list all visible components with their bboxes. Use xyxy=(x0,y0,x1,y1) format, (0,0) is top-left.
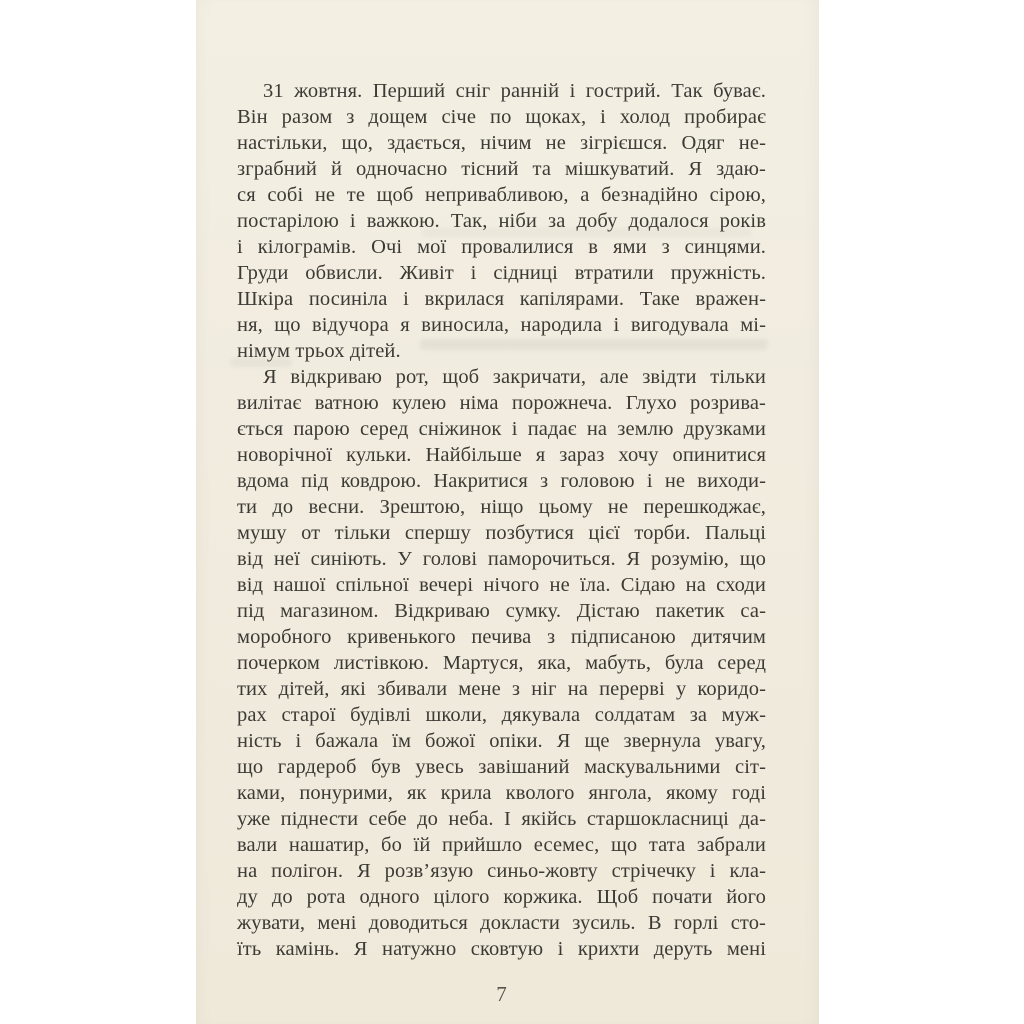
text-line: ність і бажала їм божої опіки. Я ще звернула увагу, xyxy=(237,730,766,752)
text-line: Груди обвисли. Живіт і сідниці втратили пружність. xyxy=(237,262,766,284)
text-line: мушу от тільки спершу позбутися цієї торби. Пальці xyxy=(237,522,766,544)
text-line: Я відкриваю рот, щоб закричати, але звідти тільки xyxy=(263,366,766,388)
text-line: ється парою серед сніжинок і падає на землю друзками xyxy=(237,418,766,440)
text-block xyxy=(237,78,766,962)
book-page xyxy=(196,0,819,1024)
text-line: настільки, що, здається, нічим не зігрієшся. Одяг не- xyxy=(237,132,766,154)
text-line: вдома під ковдрою. Накритися з головою і не виходи- xyxy=(237,470,766,492)
text-line: від неї синіють. У голові паморочиться. Я розумію, що xyxy=(237,548,766,570)
text-line: ками, понурими, як крила кволого янгола, якому годі xyxy=(237,782,766,804)
text-line: вилітає ватною кулею німа порожнеча. Глухо розрива- xyxy=(237,392,766,414)
text-line: німум трьох дітей. xyxy=(237,340,401,362)
text-line: 31 жовтня. Перший сніг ранній і гострий. Так буває. xyxy=(263,80,766,102)
text-line: почерком листівкою. Мартуся, яка, мабуть, була серед xyxy=(237,652,766,674)
text-line: ня, що відучора я виносила, народила і вигодувала мі- xyxy=(237,314,766,336)
text-line: тих дітей, які збивали мене з ніг на перерві у коридо- xyxy=(237,678,766,700)
text-line: ся собі не те щоб непривабливою, а безнадійно сірою, xyxy=(237,184,766,206)
text-line: новорічної кульки. Найбільше я зараз хочу опинитися xyxy=(237,444,766,466)
text-line: постарілою і важкою. Так, ніби за добу додалося років xyxy=(237,210,766,232)
text-line: ти до весни. Зрештою, ніщо цьому не перешкоджає, xyxy=(237,496,766,518)
text-line: рах старої будівлі школи, дякувала солдатам за муж- xyxy=(237,704,766,726)
text-line: вали нашатир, бо їй прийшло есемес, що тата забрали xyxy=(237,834,766,856)
text-line: на полігон. Я розв’язую синьо-жовту стрічечку і кла- xyxy=(237,860,766,882)
text-line: жувати, мені доводиться докласти зусиль. В горлі сто- xyxy=(237,912,766,934)
text-line: Він разом з дощем січе по щоках, і холод пробирає xyxy=(237,106,766,128)
text-line: їть камінь. Я натужно сковтую і крихти деруть мені xyxy=(237,938,766,960)
text-line: зграбний й одночасно тісний та мішкуватий. Я здаю- xyxy=(237,158,766,180)
page-number: 7 xyxy=(496,982,507,1006)
text-line: що гардероб був увесь завішаний маскувальними сіт- xyxy=(237,756,766,778)
text-line: уже піднести себе до неба. І якійсь старшокласниці да- xyxy=(237,808,766,830)
text-line: моробного кривенького печива з підписаною дитячим xyxy=(237,626,766,648)
text-line: ду до рота одного цілого коржика. Щоб почати його xyxy=(237,886,766,908)
text-line: і кілограмів. Очі мої провалилися в ями з синцями. xyxy=(237,236,766,258)
text-line: під магазином. Відкриваю сумку. Дістаю пакетик са- xyxy=(237,600,766,622)
text-line: від нашої спільної вечері нічого не їла. Сідаю на сходи xyxy=(237,574,766,596)
text-line: Шкіра посиніла і вкрилася капілярами. Таке вражен- xyxy=(237,288,766,310)
